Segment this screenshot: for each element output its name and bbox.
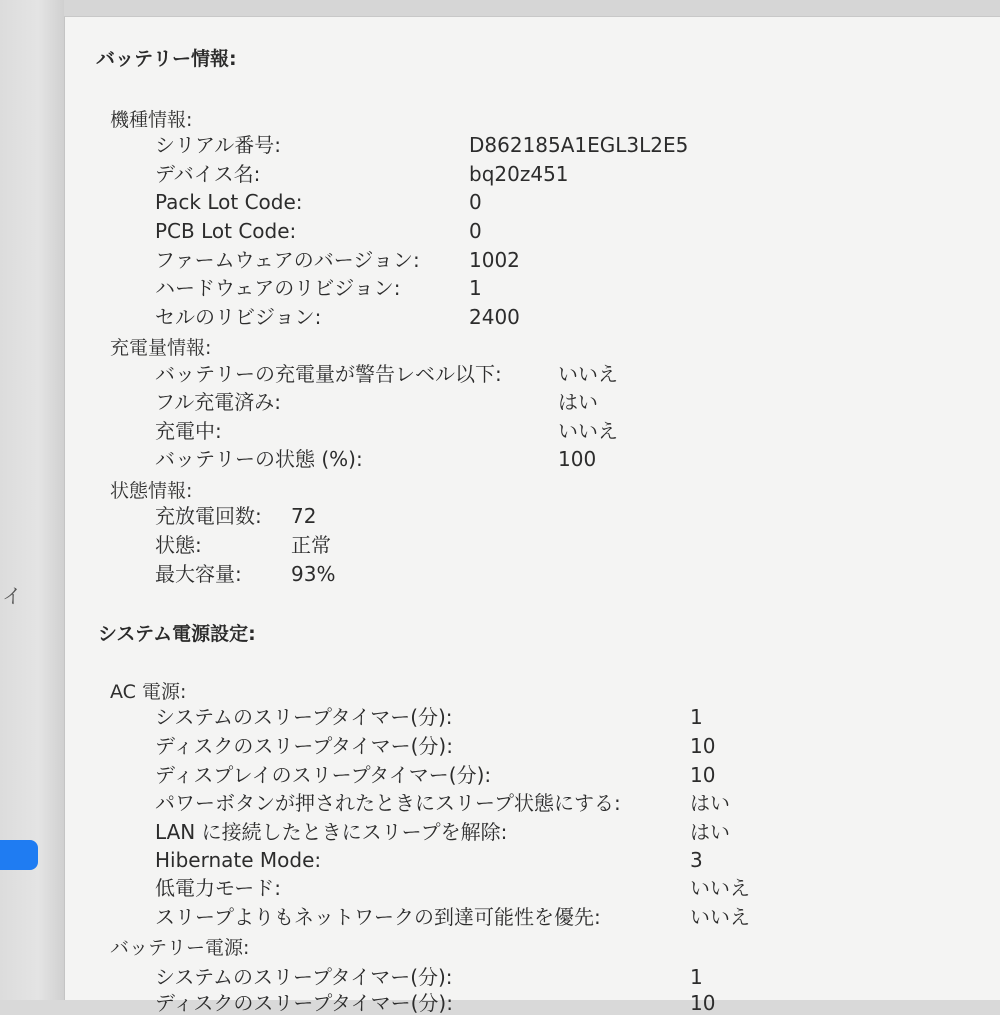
- info-value: 1: [690, 705, 703, 729]
- info-label: シリアル番号:: [155, 133, 281, 157]
- info-label: Hibernate Mode:: [155, 848, 322, 872]
- info-label: セルのリビジョン:: [155, 305, 322, 329]
- section-title-battery-info: バッテリー情報:: [96, 48, 237, 70]
- info-label: ディスクのスリープタイマー(分):: [155, 734, 453, 758]
- info-value: 1002: [469, 248, 520, 272]
- group-title-model-info: 機種情報:: [110, 109, 193, 131]
- info-label: フル充電済み:: [155, 390, 281, 414]
- info-value: 2400: [469, 305, 520, 329]
- info-value: 10: [690, 763, 716, 787]
- info-label: デバイス名:: [155, 162, 261, 186]
- info-value: 3: [690, 848, 703, 872]
- info-value: 100: [558, 447, 597, 471]
- title-bar: [64, 0, 1000, 17]
- info-value: 1: [690, 965, 703, 989]
- info-value: 93%: [291, 562, 336, 586]
- info-label: 最大容量:: [155, 562, 242, 586]
- info-value: いいえ: [558, 362, 618, 386]
- group-title-battery-power: バッテリー電源:: [110, 937, 250, 959]
- info-label: Pack Lot Code:: [155, 190, 303, 214]
- info-label: 状態:: [155, 533, 202, 557]
- info-label: 充放電回数:: [155, 504, 262, 528]
- sidebar: [0, 0, 65, 1000]
- info-label: バッテリーの充電量が警告レベル以下:: [155, 362, 502, 386]
- info-value: いいえ: [690, 905, 750, 929]
- report-pane: [65, 17, 1000, 1015]
- sidebar-item-partial[interactable]: イ: [2, 584, 22, 608]
- info-value: 10: [690, 991, 716, 1015]
- info-label: システムのスリープタイマー(分):: [155, 705, 453, 729]
- info-label: ハードウェアのリビジョン:: [155, 276, 401, 300]
- info-value: はい: [690, 791, 730, 815]
- info-value: 正常: [291, 533, 331, 557]
- info-value: 0: [469, 190, 482, 214]
- info-label: ディスクのスリープタイマー(分):: [155, 991, 453, 1015]
- info-label: バッテリーの状態 (%):: [155, 447, 363, 471]
- section-title-power-settings: システム電源設定:: [98, 623, 256, 645]
- info-label: ファームウェアのバージョン:: [155, 248, 420, 272]
- info-value: 1: [469, 276, 482, 300]
- info-value: いいえ: [558, 419, 618, 443]
- info-value: 72: [291, 504, 317, 528]
- info-label: LAN に接続したときにスリープを解除:: [155, 820, 508, 844]
- info-label: ディスプレイのスリープタイマー(分):: [155, 763, 492, 787]
- info-label: 低電力モード:: [155, 876, 281, 900]
- info-value: はい: [558, 390, 598, 414]
- group-title-charge-info: 充電量情報:: [110, 337, 212, 359]
- info-label: 充電中:: [155, 419, 222, 443]
- info-value: いいえ: [690, 876, 750, 900]
- info-value: bq20z451: [469, 162, 569, 186]
- info-value: 0: [469, 219, 482, 243]
- group-title-ac-power: AC 電源:: [110, 681, 187, 703]
- info-label: PCB Lot Code:: [155, 219, 297, 243]
- info-value: D862185A1EGL3L2E5: [469, 133, 689, 157]
- info-label: スリープよりもネットワークの到達可能性を優先:: [155, 905, 601, 929]
- info-value: 10: [690, 734, 716, 758]
- info-label: パワーボタンが押されたときにスリープ状態にする:: [155, 791, 621, 815]
- info-value: はい: [690, 820, 730, 844]
- info-label: システムのスリープタイマー(分):: [155, 965, 453, 989]
- group-title-health-info: 状態情報:: [110, 480, 193, 502]
- sidebar-item-selected[interactable]: [0, 840, 38, 870]
